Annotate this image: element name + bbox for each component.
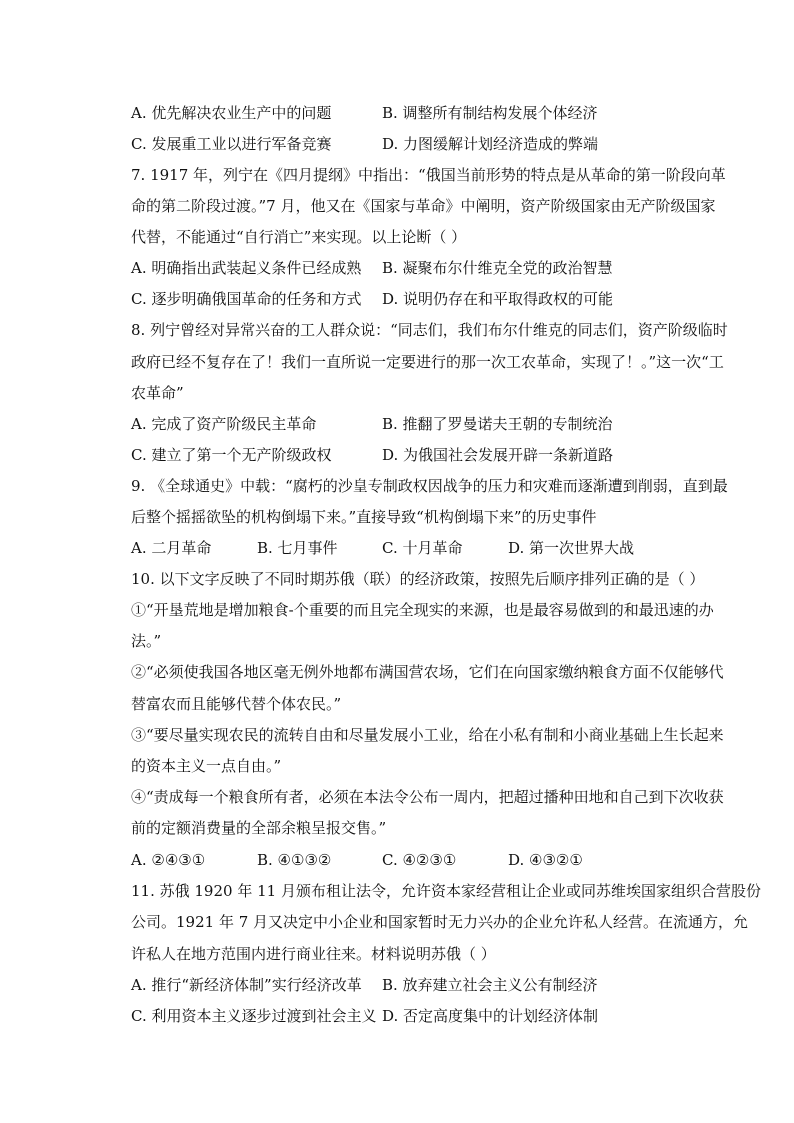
q10-item-2-line-1: ②“必须使我国各地区毫无例外地都布满国营农场，它们在向国家缴纳粮食方面不仅能够代: [131, 663, 724, 681]
q7-option-a[interactable]: A. 明确指出武装起义条件已经成熟: [131, 259, 362, 277]
q11-option-b[interactable]: B. 放弃建立社会主义公有制经济: [382, 976, 598, 994]
q7-option-c[interactable]: C. 逐步明确俄国革命的任务和方式: [131, 290, 362, 308]
q9-stem-line-2: 后整个摇摇欲坠的机构倒塌下来。”直接导致“机构倒塌下来”的历史事件: [131, 508, 597, 526]
q9-option-a[interactable]: A. 二月革命: [131, 539, 212, 557]
q10-item-4-line-1: ④“责成每一个粮食所有者，必须在本法令公布一周内，把超过播种田地和自己到下次收获: [131, 788, 724, 806]
q9-option-d[interactable]: D. 第一次世界大战: [508, 539, 635, 557]
q6-option-c[interactable]: C. 发展重工业以进行军备竞赛: [131, 135, 332, 153]
q6-option-a[interactable]: A. 优先解决农业生产中的问题: [131, 104, 332, 122]
q11-option-d[interactable]: D. 否定高度集中的计划经济体制: [382, 1007, 599, 1025]
q6-option-d[interactable]: D. 力图缓解计划经济造成的弊端: [382, 135, 599, 153]
q11-stem-line-2: 公司。1921 年 7 月又决定中小企业和国家暂时无力兴办的企业允许私人经营。在流通方，允: [131, 913, 749, 931]
q11-option-c[interactable]: C. 利用资本主义逐步过渡到社会主义: [131, 1007, 377, 1025]
q7-stem-line-3: 代替，不能通过“自行消亡”来实现。以上论断（ ）: [131, 228, 467, 246]
q10-option-a[interactable]: A. ②④③①: [131, 851, 206, 869]
q11-stem-line-3: 许私人在地方范围内进行商业往来。材料说明苏俄（ ）: [131, 945, 496, 963]
q7-stem-line-2: 命的第二阶段过渡。”7 月，他又在《国家与革命》中阐明，资产阶级国家由无产阶级国家: [131, 197, 716, 215]
q11-stem-line-1: 11. 苏俄 1920 年 11 月颁布租让法令，允许资本家经营租让企业或同苏维埃国家组织合营股份: [131, 882, 761, 900]
q10-item-1-line-2: 法。”: [131, 632, 162, 650]
q7-option-d[interactable]: D. 说明仍存在和平取得政权的可能: [382, 290, 614, 308]
q10-option-b[interactable]: B. ④①③②: [257, 851, 332, 869]
q6-option-b[interactable]: B. 调整所有制结构发展个体经济: [382, 104, 598, 122]
q8-stem-line-2: 政府已经不复存在了！我们一直所说一定要进行的那一次工农革命，实现了！。”这一次“工: [131, 353, 724, 371]
q8-option-c[interactable]: C. 建立了第一个无产阶级政权: [131, 446, 332, 464]
q8-option-a[interactable]: A. 完成了资产阶级民主革命: [131, 415, 317, 433]
q10-item-4-line-2: 前的定额消费量的全部余粮呈报交售。”: [131, 819, 387, 837]
q8-option-d[interactable]: D. 为俄国社会发展开辟一条新道路: [382, 446, 614, 464]
q10-item-2-line-2: 替富农而且能够代替个体农民。”: [131, 695, 342, 713]
q11-option-a[interactable]: A. 推行“新经济体制”实行经济改革: [131, 976, 362, 994]
q8-stem-line-3: 农革命”: [131, 384, 184, 402]
q9-option-c[interactable]: C. 十月革命: [382, 539, 463, 557]
q7-option-b[interactable]: B. 凝聚布尔什维克全党的政治智慧: [382, 259, 613, 277]
q9-stem-line-1: 9. 《全球通史》中载：“腐朽的沙皇专制政权因战争的压力和灾难而逐渐遭到削弱，直到最: [131, 477, 728, 495]
q10-item-3-line-1: ③“要尽量实现农民的流转自由和尽量发展小工业，给在小私有制和小商业基础上生长起来: [131, 726, 724, 744]
q10-option-d[interactable]: D. ④③②①: [508, 851, 583, 869]
q10-item-1-line-1: ①“开垦荒地是增加粮食-个重要的而且完全现实的来源，也是最容易做到的和最迅速的办: [131, 601, 714, 619]
q10-option-c[interactable]: C. ④②③①: [382, 851, 457, 869]
q8-option-b[interactable]: B. 推翻了罗曼诺夫王朝的专制统治: [382, 415, 613, 433]
q10-item-3-line-2: 的资本主义一点自由。”: [131, 757, 282, 775]
q8-stem-line-1: 8. 列宁曾经对异常兴奋的工人群众说：“同志们，我们布尔什维克的同志们，资产阶级临时: [131, 321, 728, 339]
q10-stem-line-1: 10. 以下文字反映了不同时期苏俄（联）的经济政策，按照先后顺序排列正确的是（ ）: [131, 570, 705, 588]
q7-stem-line-1: 7. 1917 年，列宁在《四月提纲》中指出：“俄国当前形势的特点是从革命的第一阶段向革: [131, 166, 726, 184]
q9-option-b[interactable]: B. 七月事件: [257, 539, 338, 557]
